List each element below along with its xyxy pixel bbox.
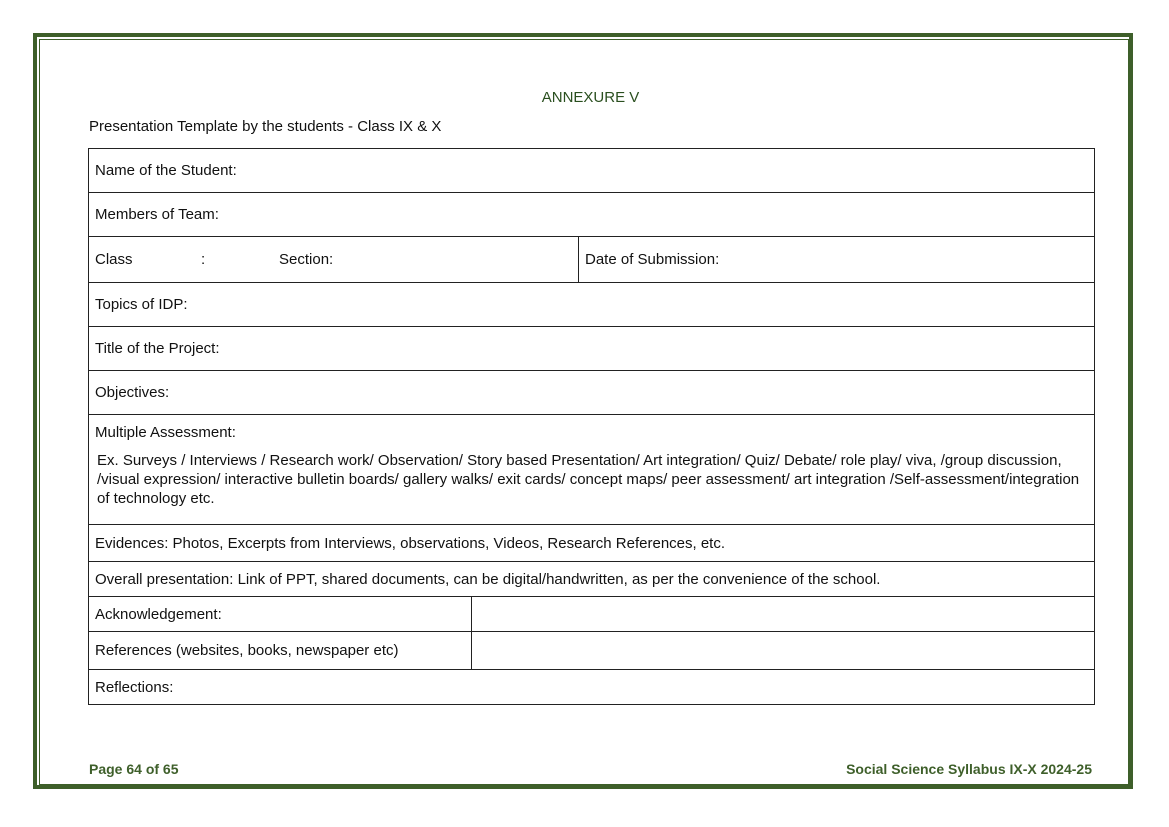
section-label: Section: [279, 251, 334, 268]
reflections-field[interactable] [89, 670, 1095, 705]
page-number: Page 64 of 65 [89, 761, 179, 777]
evidences-field[interactable] [89, 525, 1095, 562]
reflections-row [89, 670, 1095, 705]
acknowledgement-label-cell [89, 597, 472, 632]
acknowledgement-input[interactable] [472, 597, 1095, 632]
student-name-field[interactable] [89, 149, 1095, 193]
idp-topics-label: Topics of IDP: [95, 296, 188, 313]
submission-date-label: Date of Submission: [585, 251, 720, 268]
overall-presentation-text: Overall presentation: Link of PPT, shared documents, can be digital/handwritten, as per the convenience of the school. [95, 570, 881, 588]
idp-topics-row [89, 283, 1095, 327]
acknowledgement-label: Acknowledgement: [95, 605, 222, 623]
student-name-row [89, 149, 1095, 193]
presentation-template-table [88, 148, 1095, 705]
class-section-field[interactable] [89, 237, 579, 283]
multiple-assessment-label: Multiple Assessment: [95, 424, 236, 441]
references-input[interactable] [472, 632, 1095, 670]
references-row [89, 632, 1095, 670]
submission-date-field[interactable] [579, 237, 1095, 283]
objectives-row [89, 371, 1095, 415]
multiple-assessment-examples: Ex. Surveys / Interviews / Research work/ Observation/ Story based Presentation/ Art integration/ Quiz/ Debate/ role play/ viva, /group discussion, /visual expression/ interactive bulletin boards/ gallery walks/ exit cards/ concept maps/ peer assessment/ art integration /Self-assessment/integration of technology etc. [97, 452, 1080, 507]
team-members-label: Members of Team: [95, 206, 219, 223]
reflections-label: Reflections: [95, 678, 174, 696]
objectives-label: Objectives: [95, 384, 170, 401]
evidences-row [89, 525, 1095, 562]
class-colon: : [201, 251, 206, 268]
project-title-label: Title of the Project: [95, 340, 220, 357]
multiple-assessment-field[interactable] [89, 415, 1095, 525]
evidences-text: Evidences: Photos, Excerpts from Interviews, observations, Videos, Research References, etc. [95, 534, 726, 552]
class-label: Class [95, 251, 133, 268]
idp-topics-field[interactable] [89, 283, 1095, 327]
class-section-row [89, 237, 1095, 283]
team-members-field[interactable] [89, 193, 1095, 237]
annexure-title: ANNEXURE V [541, 89, 640, 106]
multiple-assessment-row [89, 415, 1095, 525]
team-members-row [89, 193, 1095, 237]
references-label-cell [89, 632, 472, 670]
template-heading: Presentation Template by the students - Class IX & X [89, 118, 442, 135]
acknowledgement-row [89, 597, 1095, 632]
overall-presentation-row [89, 562, 1095, 597]
student-name-label: Name of the Student: [95, 162, 237, 179]
project-title-field[interactable] [89, 327, 1095, 371]
project-title-row [89, 327, 1095, 371]
references-label: References (websites, books, newspaper etc) [95, 642, 399, 659]
document-title: Social Science Syllabus IX-X 2024-25 [846, 761, 1092, 777]
objectives-field[interactable] [89, 371, 1095, 415]
overall-presentation-field[interactable] [89, 562, 1095, 597]
